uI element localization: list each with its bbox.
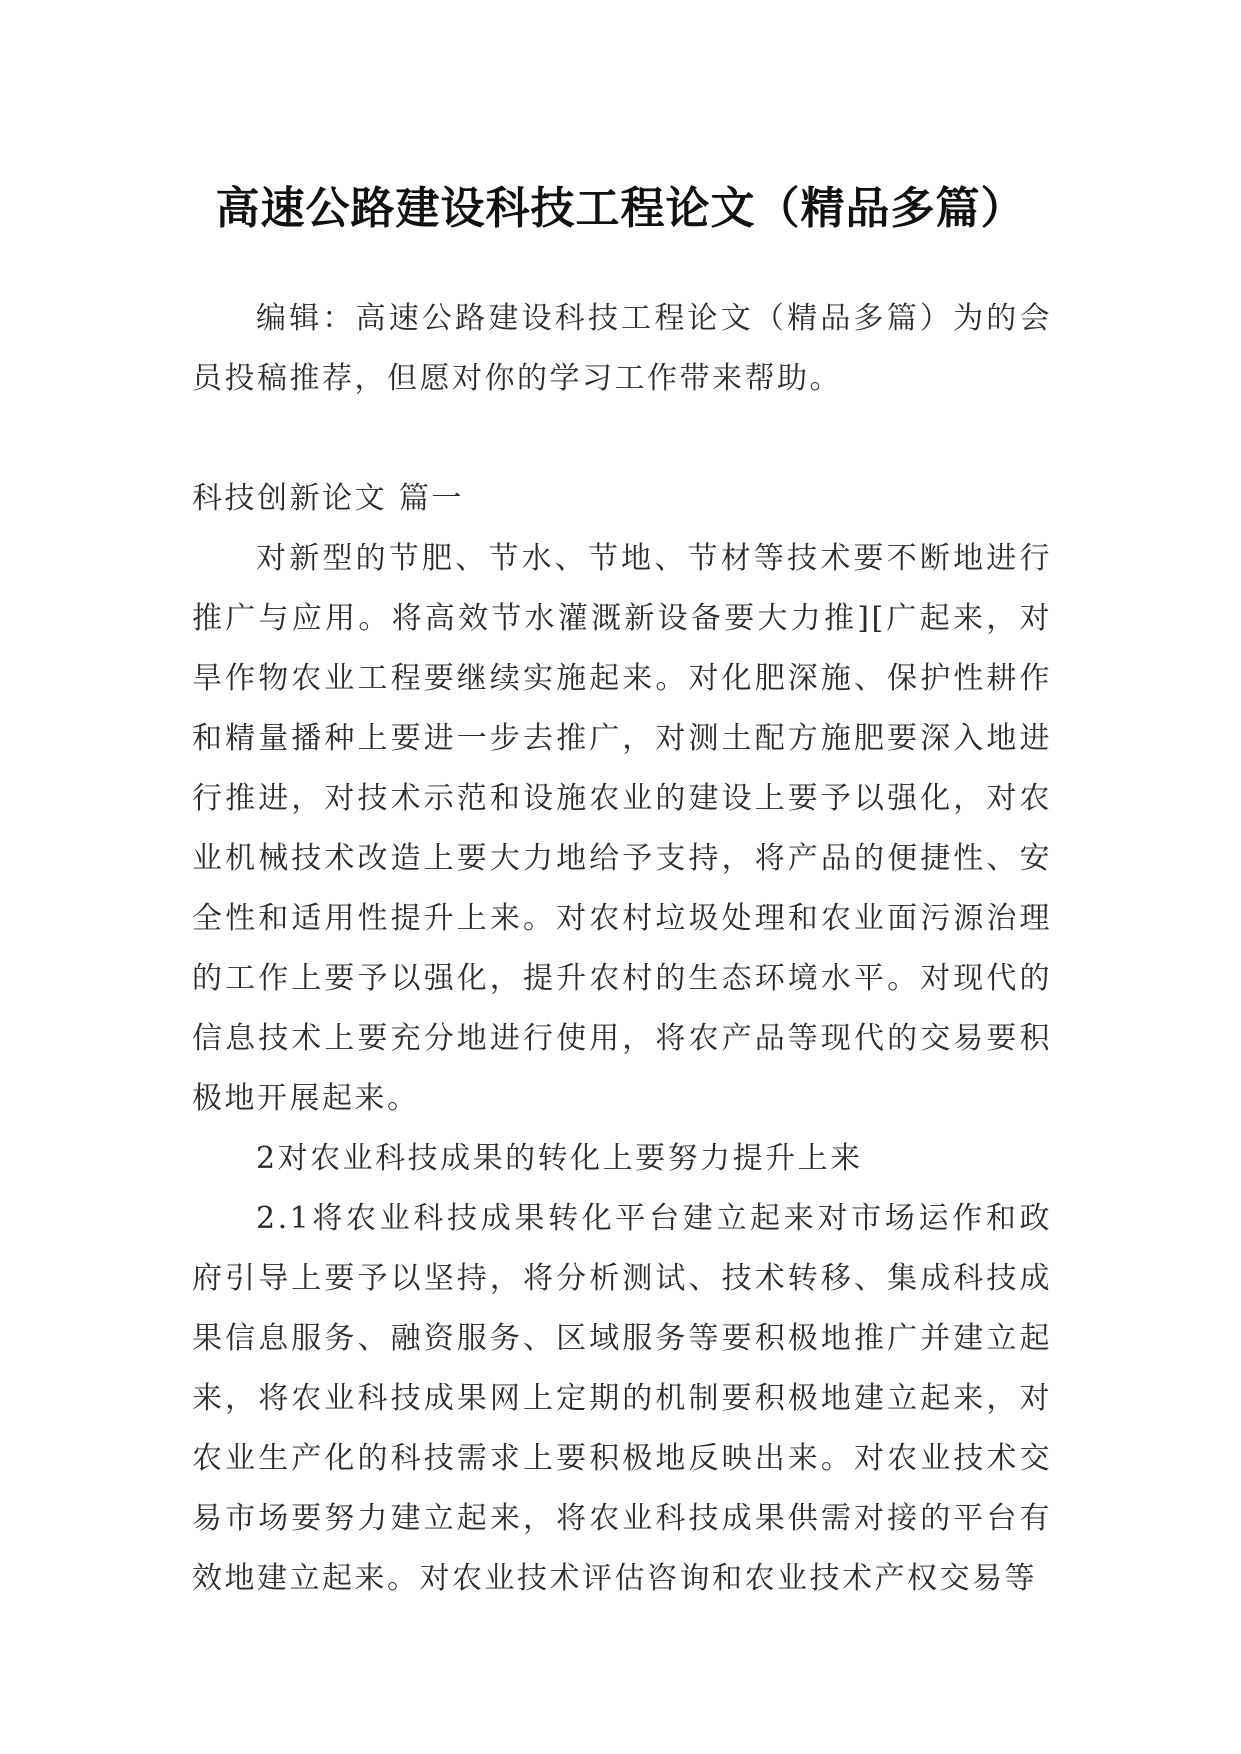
- body-paragraph: 2.1将农业科技成果转化平台建立起来对市场运作和政府引导上要予以坚持，将分析测试、技术转移、集成科技成果信息服务、融资服务、区域服务等要积极地推广并建立起来，将农业科技成果网上定期的机制要积极地建立起来，对农业生产化的科技需求上要积极地反映出来。对农业技术交易市场要努力建立起来，将农业科技成果供需对接的平台有效地建立起来。对农业技术评估咨询和农业技术产权交易等: [192, 1201, 1052, 1596]
- document-body: [192, 289, 1052, 1609]
- intro-paragraph: 编辑：高速公路建设科技工程论文（精品多篇）为的会员投稿推荐，但愿对你的学习工作带来帮助。: [192, 301, 1052, 396]
- body-paragraph: 对新型的节肥、节水、节地、节材等技术要不断地进行推广与应用。将高效节水灌溉新设备要大力推][广起来，对旱作物农业工程要继续实施起来。对化肥深施、保护性耕作和精量播种上要进一步去推广，对测土配方施肥要深入地进行推进，对技术示范和设施农业的建设上要予以强化，对农业机械技术改造上要大力地给予支持，将产品的便捷性、安全性和适用性提升上来。对农村垃圾处理和农业面污源治理的工作上要予以强化，提升农村的生态环境水平。对现代的信息技术上要充分地进行使用，将农产品等现代的交易要积极地开展起来。: [192, 541, 1052, 1116]
- subheading-paragraph: 2对农业科技成果的转化上要努力提升上来: [256, 1141, 863, 1176]
- section-heading: 科技创新论文 篇一: [192, 481, 465, 516]
- document-title: 高速公路建设科技工程论文（精品多篇）: [215, 183, 1026, 235]
